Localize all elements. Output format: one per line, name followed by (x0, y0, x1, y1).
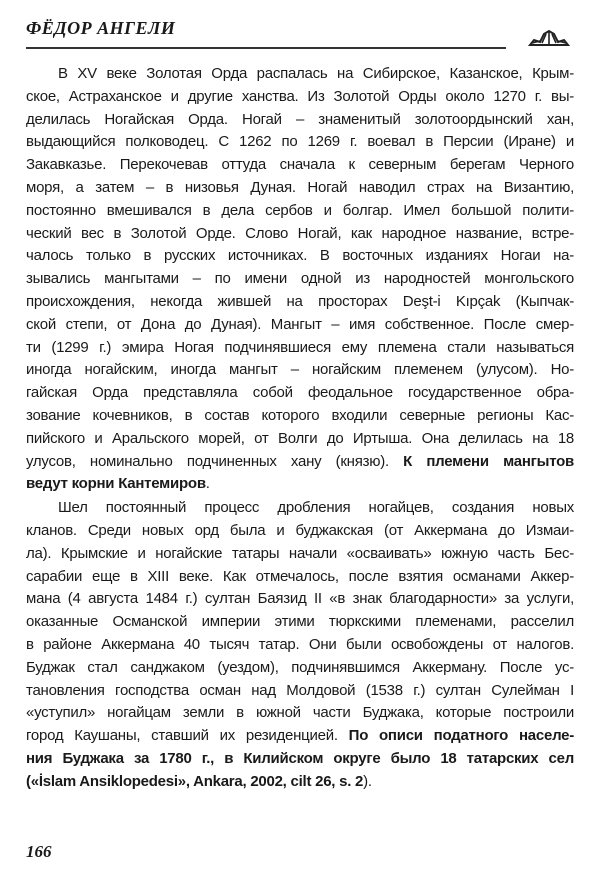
text-line (26, 223, 574, 246)
text-line (26, 771, 574, 794)
text-segment: ское, Астраханское и другие ханства. Из Золотой Орды около 1270 г. вы- (26, 87, 574, 105)
page-number: 166 (26, 842, 52, 861)
text-segment: оказанные Османской империи этими тюркскими племенами, расселил (26, 613, 574, 631)
text-segment: гайская Орда представляла собой феодальное государственное обра- (26, 384, 574, 402)
text-line (26, 497, 574, 520)
bold-text: По описи податного населе- (348, 727, 574, 745)
text-line (26, 382, 574, 405)
bold-text: ведут корни Кантемиров (26, 475, 206, 493)
text-line (26, 268, 574, 291)
text-line (26, 245, 574, 268)
text-segment: улусов, номинально подчиненных хану (князю). (26, 452, 404, 470)
text-segment: ла). Крымские и ногайские татары начали «осваивать» южную часть Бес- (26, 544, 574, 562)
bold-text: («İslam Ansiklopedesi», Ankara, 2002, cilt 26, s. 2 (26, 772, 364, 790)
text-segment: сарабии еще в XIII веке. Как отмечалось, после взятия османами Аккер- (26, 567, 574, 585)
text-segment: зывались мангытами – по имени одной из народностей монгольского (26, 270, 574, 288)
text-segment: В XV веке Золотая Орда распалась на Сибирское, Казанское, Крым- (58, 65, 574, 82)
header-rule (26, 47, 506, 49)
text-line (26, 177, 574, 200)
text-segment: тановления господства осман над Молдовой (1538 г.) султан Сулейман I (26, 681, 574, 699)
text-segment: выдающийся полководец. С 1262 по 1269 г. воевал в Персии (Иране) и (26, 133, 574, 151)
text-line (26, 748, 574, 771)
text-segment: моря, а затем – в низовья Дуная. Ногай наводил страх на Византию, (26, 178, 574, 196)
text-line (26, 86, 574, 109)
text-line (26, 359, 574, 382)
text-line (26, 680, 574, 703)
text-line (26, 473, 574, 496)
text-line (26, 451, 574, 474)
text-segment: мана (4 августа 1484 г.) султан Баязид II «в знак благодарности» за услуги, (26, 590, 574, 608)
text-line (26, 657, 574, 680)
running-header: ФЁДОР АНГЕЛИ (26, 18, 176, 38)
text-segment: «уступил» ногайцам земли в южной части Буджака, которые построили (26, 704, 574, 722)
bold-text: ния Буджака за 1780 г., в Килийском округе было 18 татарских сел (26, 749, 574, 767)
text-line (26, 428, 574, 451)
text-line (26, 611, 574, 634)
text-line (26, 200, 574, 223)
text-segment: делилась Ногайская Орда. Ногай – знаменитый золотоордынский хан, (26, 110, 574, 128)
text-line (26, 520, 574, 543)
text-line (26, 337, 574, 360)
text-line (26, 109, 574, 132)
text-segment: город Каушаны, ставший их резиденцией. (26, 727, 349, 745)
text-line (26, 725, 574, 748)
text-line (26, 314, 574, 337)
text-segment: ческий вес в Золотой Орде. Слово Ногай, как народное название, встре- (26, 224, 574, 242)
text-segment: Шел постоянный процесс дробления ногайцев, создания новых (58, 499, 574, 517)
text-segment: постоянно вмешивался в дела сербов и болгар. Имел большой полити- (26, 201, 574, 219)
text-segment: кланов. Среди новых орд была и буджакская (от Аккермана до Измаи- (26, 521, 574, 539)
paragraph (26, 497, 574, 793)
text-line (26, 588, 574, 611)
body-text (26, 63, 574, 794)
text-segment: Буджак стал санджаком (уездом), подчинявшимся Аккерману. После ус- (26, 658, 574, 676)
text-segment: . (205, 475, 210, 493)
text-line (26, 154, 574, 177)
text-segment: происхождения, некогда жившей на просторах Deşt-i Kıpçak (Кыпчак- (26, 292, 574, 310)
text-segment: пийского и Аральского морей, от Волги до Иртыша. Она делилась на 18 (26, 429, 574, 447)
paragraph (26, 63, 574, 496)
bold-text: К племени мангытов (403, 452, 574, 470)
text-line (26, 702, 574, 725)
text-line (26, 291, 574, 314)
text-segment: зование кочевников, в состав которого входили северные регионы Кас- (26, 406, 574, 424)
text-segment: ской степи, от Дона до Дуная). Мангыт – имя собственное. После смер- (26, 315, 574, 333)
text-segment: ). (363, 772, 372, 790)
text-line (26, 543, 574, 566)
text-line (26, 566, 574, 589)
text-segment: Закавказье. Перекочевав оттуда сначала к северным берегам Черного (26, 156, 574, 174)
text-line (26, 63, 574, 86)
text-line (26, 131, 574, 154)
text-segment: в районе Аккермана 40 тысяч татар. Они были освобождены от налогов. (26, 635, 574, 653)
text-segment: иногда ногайским, иногда мангыт – ногайским племенем (улусом). Но- (26, 361, 574, 379)
ornament-icon (528, 28, 570, 48)
text-segment: ти (1299 г.) эмира Ногая подчинявшиеся ему племена стали называться (26, 338, 574, 356)
text-line (26, 405, 574, 428)
text-line (26, 634, 574, 657)
text-segment: чалось только в русских источниках. В восточных изданиях Ногаи на- (26, 247, 574, 265)
